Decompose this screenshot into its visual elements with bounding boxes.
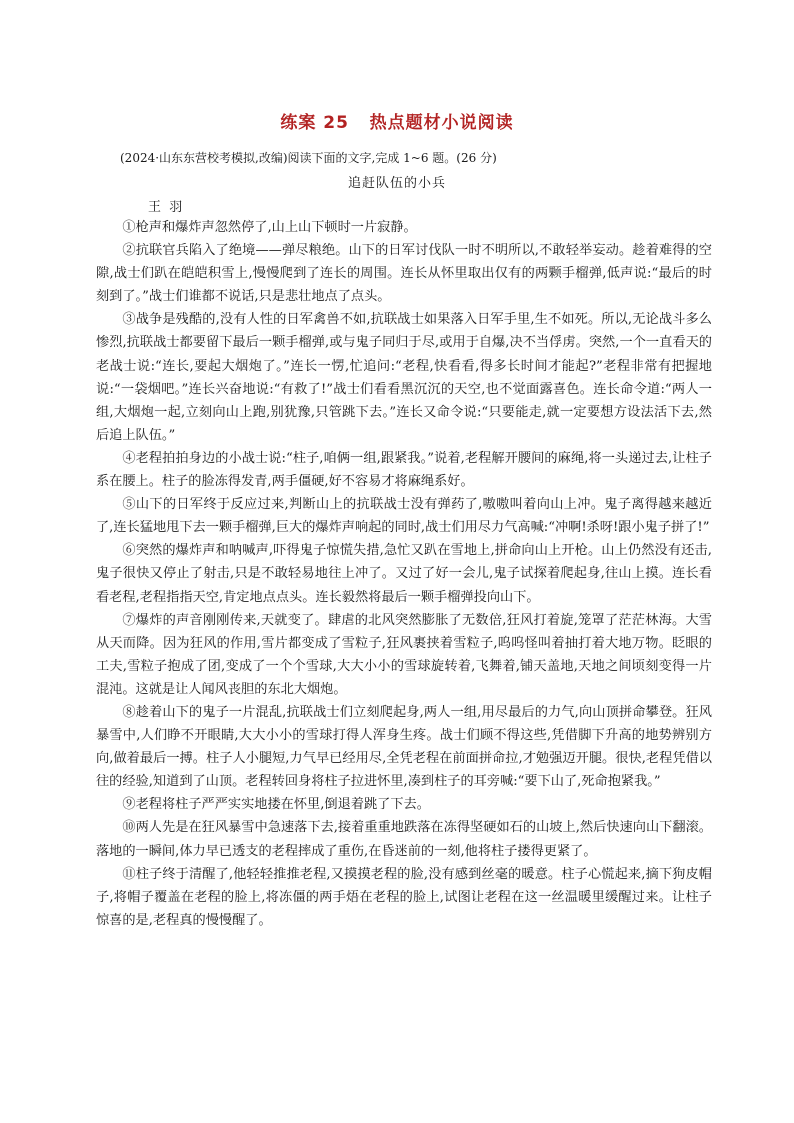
paragraph-8: ⑧趁着山下的鬼子一片混乱,抗联战士们立刻爬起身,两人一组,用尽最后的力气,向山顶拼命攀登。狂风暴雪中,人们睁不开眼睛,大大小小的雪球打得人浑身生疼。战士们顾不得这些,凭借脚下升高的地势辨别方向,做着最后一搏。柱子人小腿短,力气早已经用尽,全凭老程在前面拼命拉,才勉强迈开腿。很快,老程凭借以往的经验,知道到了山顶。老程转回身将柱子拉进怀里,凑到柱子的耳旁喊:“要下山了,死命抱紧我。” (96, 704, 712, 790)
paragraph-11: ⑪柱子终于清醒了,他轻轻推推老程,又摸摸老程的脸,没有感到丝毫的暖意。柱子心慌起来,摘下狗皮帽子,将帽子覆盖在老程的脸上,将冻僵的两手焐在老程的脸上,试图让老程在这一丝温暖里缓醒过来。让柱子惊喜的是,老程真的慢慢醒了。 (96, 866, 712, 928)
paragraph-4: ④老程拍拍身边的小战士说:“柱子,咱俩一组,跟紧我。”说着,老程解开腰间的麻绳,将一头递过去,让柱子系在腰上。柱子的脸冻得发青,两手僵硬,好不容易才将麻绳系好。 (96, 450, 712, 490)
paragraph-1: ①枪声和爆炸声忽然停了,山上山下顿时一片寂静。 (122, 220, 417, 235)
story-body (96, 216, 712, 932)
story-author: 王 羽 (148, 200, 183, 215)
paragraph-10: ⑩两人先是在狂风暴雪中急速落下去,接着重重地跌落在冻得坚硬如石的山坡上,然后快速向山下翻滚。落地的一瞬间,体力早已透支的老程摔成了重伤,在昏迷前的一刻,他将柱子搂得更紧了。 (96, 820, 712, 859)
paragraph-9: ⑨老程将柱子严严实实地搂在怀里,倒退着跳了下去。 (122, 797, 430, 813)
paragraph-7: ⑦爆炸的声音刚刚传来,天就变了。肆虐的北风突然膨胀了无数倍,狂风打着旋,笼罩了茫茫林海。大雪从天而降。因为狂风的作用,雪片都变成了雪粒子,狂风裹挟着雪粒子,呜呜怪叫着抽打着大地万物。眨眼的工夫,雪粒子抱成了团,变成了一个个雪球,大大小小的雪球旋转着,飞舞着,铺天盖地,天地之间顷刻变得一片混沌。这就是让人闻风丧胆的东北大烟炮。 (96, 612, 712, 697)
paragraph-5: ⑤山下的日军终于反应过来,判断山上的抗联战士没有弹药了,嗷嗷叫着向山上冲。鬼子离得越来越近了,连长猛地甩下去一颗手榴弹,巨大的爆炸声响起的同时,战士们用尽力气高喊:“冲啊!杀呀!跟小鬼子拼了!” (96, 497, 712, 536)
paragraph-6: ⑥突然的爆炸声和呐喊声,吓得鬼子惊慌失措,急忙又趴在雪地上,拼命向山上开枪。山上仍然没有还击,鬼子很快又停止了射击,只是不敢轻易地往上冲了。又过了好一会儿,鬼子试探着爬起身,往山上摸。连长看看老程,老程指指天空,肯定地点点头。连长毅然将最后一颗手榴弹投向山下。 (96, 543, 712, 605)
paragraph-2: ②抗联官兵陷入了绝境——弹尽粮绝。山下的日军讨伐队一时不明所以,不敢轻举妄动。趁着难得的空隙,战士们趴在皑皑积雪上,慢慢爬到了连长的周围。连长从怀里取出仅有的两颗手榴弹,低声说:“最后的时刻到了。”战士们谁都不说话,只是悲壮地点了点头。 (96, 243, 712, 305)
question-instruction: (2024·山东东营校考模拟,改编)阅读下面的文字,完成 1~6 题。(26 分) (120, 151, 497, 165)
page-title: 练案 25 热点题材小说阅读 (280, 113, 514, 133)
paragraph-3: ③战争是残酷的,没有人性的日军禽兽不如,抗联战士如果落入日军手里,生不如死。所以,无论战斗多么惨烈,抗联战士都要留下最后一颗手榴弹,或与鬼子同归于尽,或用于自爆,决不当俘虏。突然,一个一直看天的老战士说:“连长,要起大烟炮了。”连长一愣,忙追问:“老程,快看看,得多长时间才能起?”老程非常有把握地说:“一袋烟吧。”连长兴奋地说:“有救了!”战士们看看黑沉沉的天空,也不觉面露喜色。连长命令道:“两人一组,大烟炮一起,立刻向山上跑,别犹豫,只管跳下去。”连长又命令说:“只要能走,就一定要想方设法活下去,然后追上队伍。” (96, 312, 712, 443)
story-title: 追赶队伍的小兵 (347, 176, 446, 191)
